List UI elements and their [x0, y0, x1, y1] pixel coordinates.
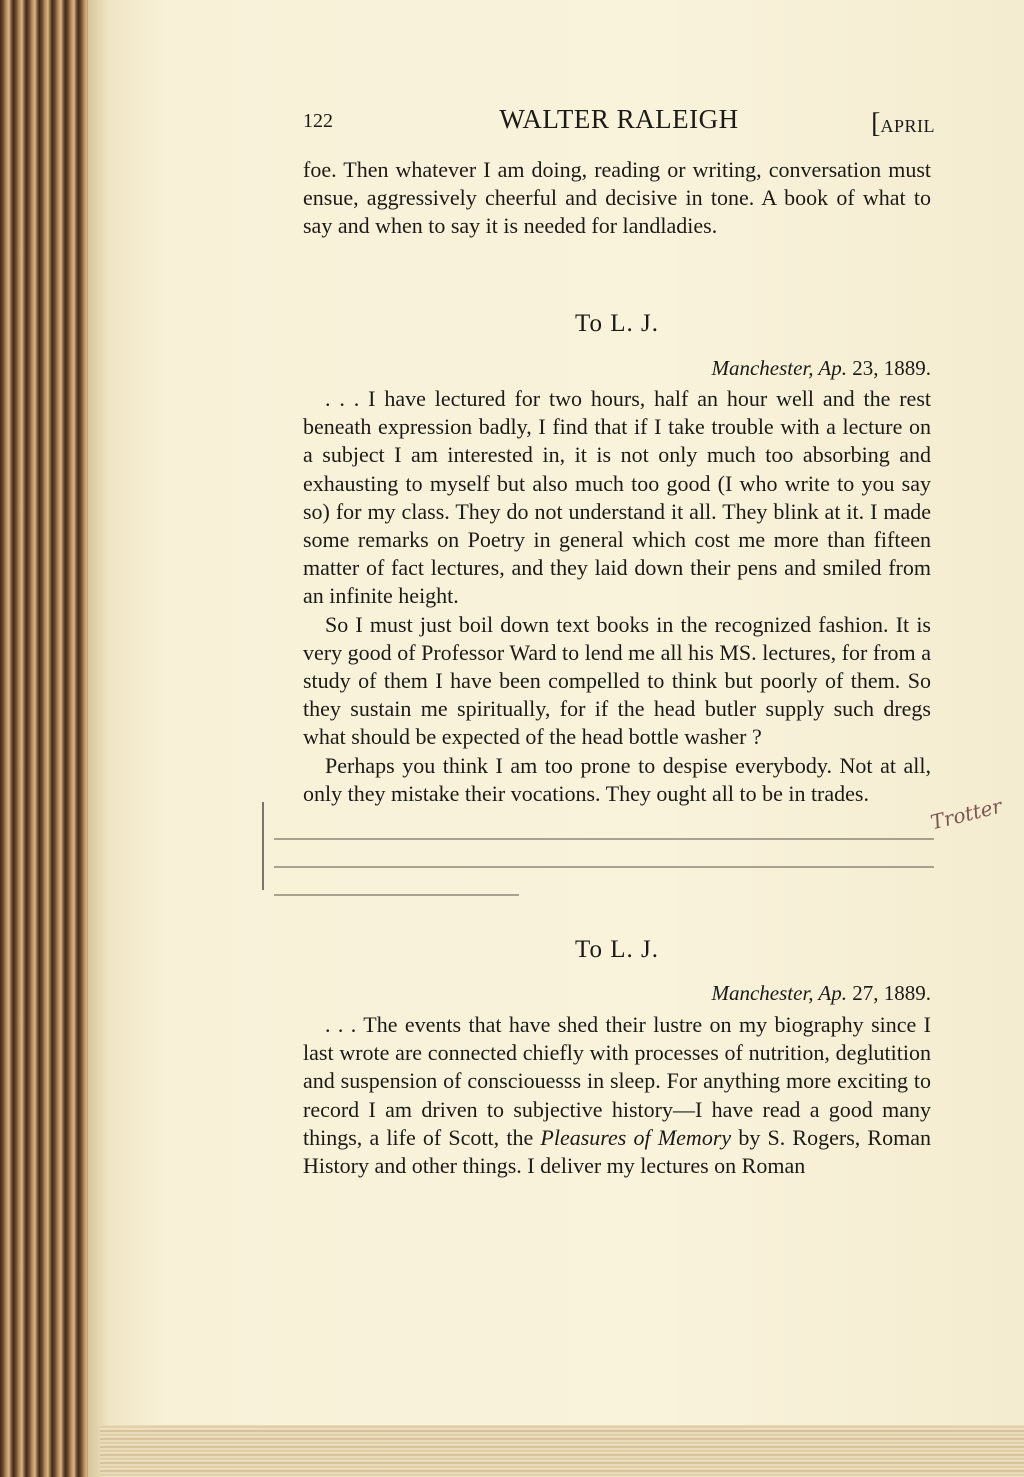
book-page-edges — [0, 0, 120, 1477]
month-label: APRIL — [880, 116, 935, 136]
letter1-dateline — [711, 356, 931, 381]
letter1-paragraph-3: Perhaps you think I am too prone to despise everybody. Not at all, only they mistake their vocations. They ought all to be in trades. — [303, 752, 931, 806]
letter1-place: Manchester, Ap. — [711, 356, 847, 380]
pencil-underline-3 — [274, 894, 519, 896]
letter2-paragraph — [303, 1011, 931, 1180]
margin-pencil-line — [262, 802, 264, 890]
running-month — [871, 108, 935, 140]
letter2-text-start: . . . The events that have shed their lustre on my biography since I last wrote are connected chiefly with processes of nutrition, deglutition and suspension of consciouesss in sleep. For anything more exciting to record I am driven to subjective history—I have read a good many things, a life of Scott, the — [303, 1012, 931, 1150]
letter2-text-end: by S. Rogers, Roman History and other things. I deliver my lectures on Roman — [303, 1124, 931, 1179]
letter2-body — [303, 1011, 931, 1180]
page-bottom-edges — [100, 1425, 1024, 1477]
running-title: WALTER RALEIGH — [499, 104, 739, 134]
letter2-heading: To L. J. — [574, 936, 660, 963]
handwritten-annotation: Trotter — [928, 793, 1005, 835]
running-header — [303, 104, 935, 138]
header-bracket: [ — [871, 108, 881, 139]
pencil-underline-1 — [274, 838, 934, 840]
letter1-paragraph-2: So I must just boil down text books in the recognized fashion. It is very good of Professor Ward to lend me all his MS. lectures, for from a study of them I have been compelled to think but poorly of them. So they sustain me spiritually, for if the head butler supply such dregs what should be expected of the head bottle washer ? — [303, 611, 931, 750]
pencil-underline-2 — [274, 866, 934, 868]
letter2-book-title: Pleasures of Memory — [540, 1124, 732, 1150]
page-number: 122 — [303, 110, 333, 132]
letter1-heading: To L. J. — [574, 310, 660, 337]
letter2-date: 27, 1889. — [852, 981, 931, 1005]
opening-paragraph-block — [303, 156, 931, 241]
opening-paragraph: foe. Then whatever I am doing, reading or writing, conversation must ensue, aggressively cheerful and decisive in tone. A book of what to say and when to say it is needed for landladies. — [303, 157, 931, 239]
letter1-paragraph-1: . . . I have lectured for two hours, half an hour well and the rest beneath expression badly, I find that if I take trouble with a lecture on a subject I am interested in, it is not only much too absorbing and exhausting to myself but also much too good (I who write to you say so) for my class. They do not understand it all. They blink at it. I made some remarks on Poetry in general which cost me more than fifteen matter of fact lectures, and they laid down their pens and smiled from an infinite height. — [303, 386, 931, 609]
letter1-date: 23, 1889. — [852, 356, 931, 380]
letter2-dateline — [711, 981, 931, 1006]
letter2-place: Manchester, Ap. — [711, 981, 847, 1005]
letter1-body — [303, 385, 931, 808]
